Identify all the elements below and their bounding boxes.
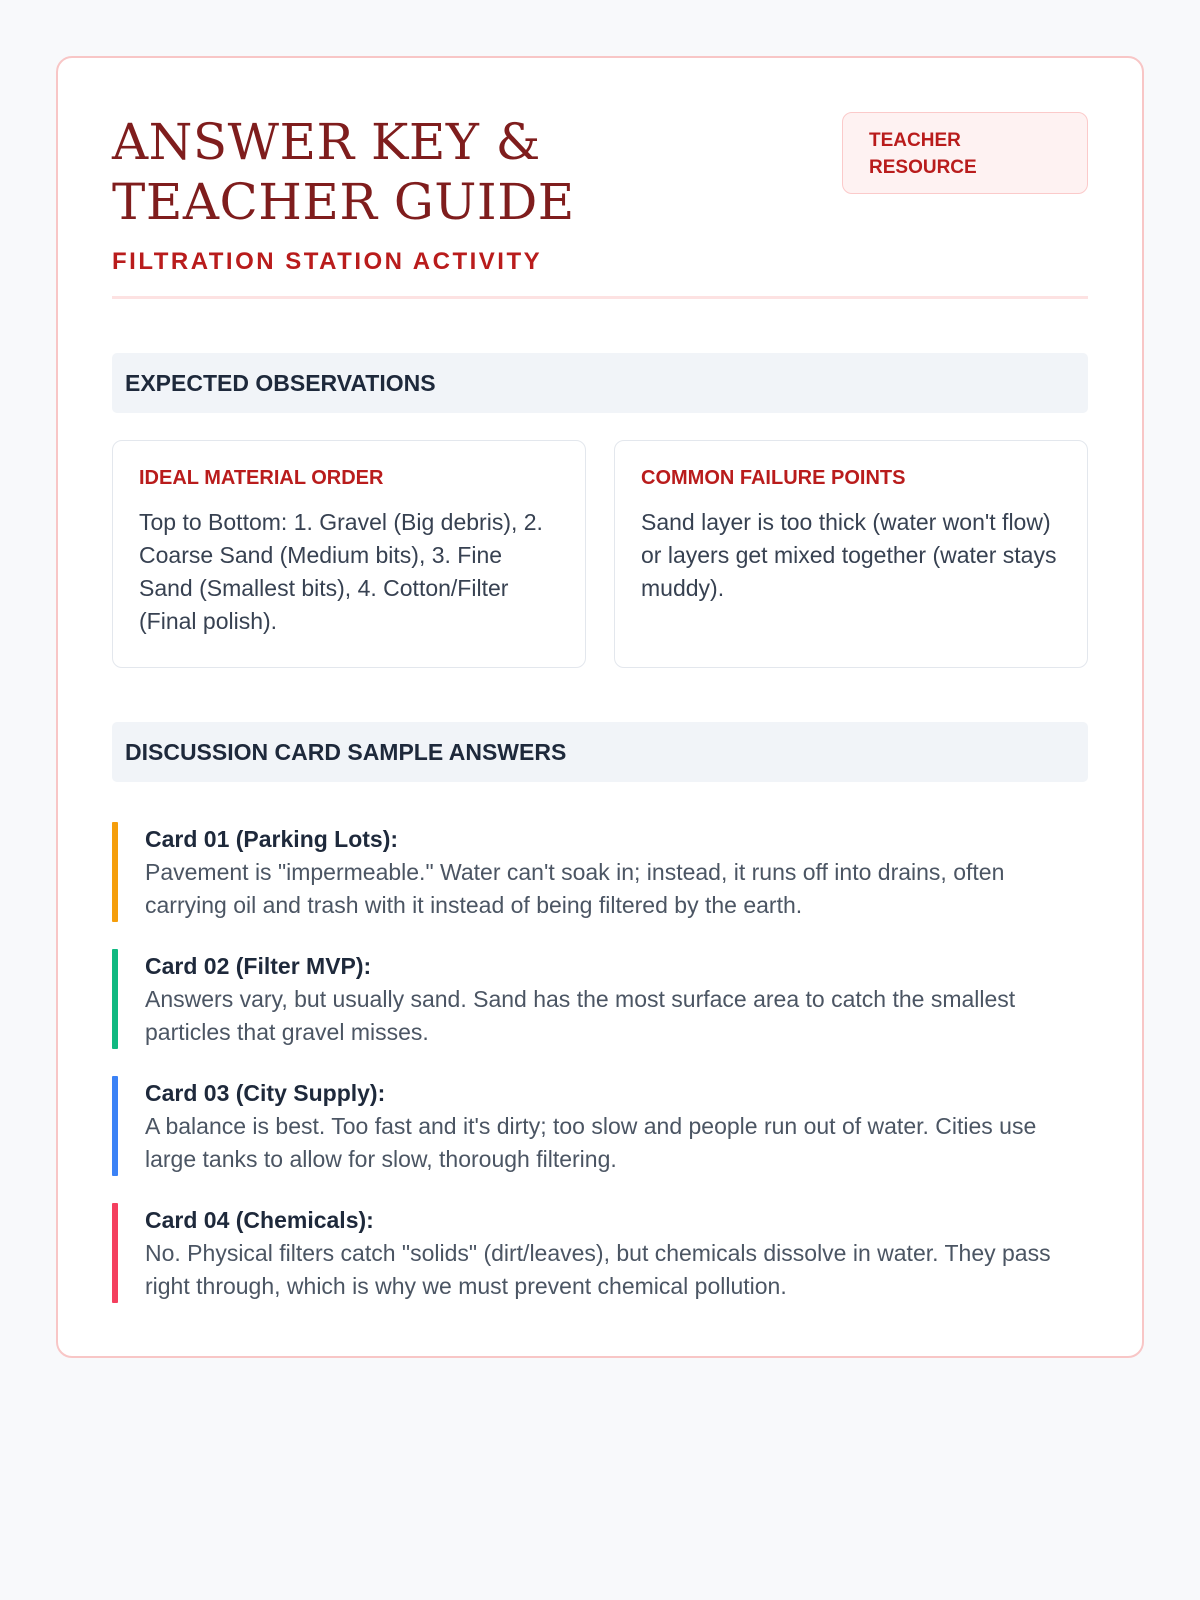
obs-text: Sand layer is too thick (water won't flow) or layers get mixed together (water stays muddy). bbox=[641, 509, 1057, 601]
page-header bbox=[112, 112, 1088, 296]
common-failure-points-box bbox=[614, 440, 1088, 668]
answer-title: Card 02 (Filter MVP): bbox=[145, 953, 372, 979]
accent-bar bbox=[112, 949, 118, 1049]
answer-title: Card 04 (Chemicals): bbox=[145, 1207, 374, 1233]
teacher-resource-badge: TEACHER RESOURCE bbox=[842, 112, 1088, 194]
answer-text: Answers vary, but usually sand. Sand has the most surface area to catch the smallest particles that gravel misses. bbox=[145, 986, 1016, 1045]
discussion-heading: DISCUSSION CARD SAMPLE ANSWERS bbox=[112, 722, 1088, 782]
answer-text: No. Physical filters catch "solids" (dirt/leaves), but chemicals dissolve in water. They pass right through, which is why we must prevent chemical pollution. bbox=[145, 1240, 1051, 1299]
answer-card-03 bbox=[112, 1076, 1088, 1176]
answer-card-04 bbox=[112, 1203, 1088, 1303]
obs-label: COMMON FAILURE POINTS bbox=[641, 467, 906, 489]
accent-bar bbox=[112, 822, 118, 922]
answer-text: Pavement is "impermeable." Water can't soak in; instead, it runs off into drains, often carrying oil and trash with it instead of being filtered by the earth. bbox=[145, 859, 1005, 918]
answer-title: Card 03 (City Supply): bbox=[145, 1080, 386, 1106]
accent-bar bbox=[112, 1203, 118, 1303]
answer-card-02 bbox=[112, 949, 1088, 1049]
answer-key-card bbox=[56, 56, 1144, 1358]
ideal-material-order-box bbox=[112, 440, 586, 668]
page-title: ANSWER KEY & TEACHER GUIDE bbox=[112, 113, 575, 231]
header-divider bbox=[112, 296, 1088, 299]
answer-title: Card 01 (Parking Lots): bbox=[145, 826, 399, 852]
obs-text: Top to Bottom: 1. Gravel (Big debris), 2. Coarse Sand (Medium bits), 3. Fine Sand (Smallest bits), 4. Cotton/Filter (Final polish). bbox=[139, 509, 543, 634]
observations-heading: EXPECTED OBSERVATIONS bbox=[112, 353, 1088, 413]
obs-label: IDEAL MATERIAL ORDER bbox=[139, 467, 384, 489]
answer-text: A balance is best. Too fast and it's dirty; too slow and people run out of water. Cities use large tanks to allow for slow, thorough filtering. bbox=[145, 1113, 1037, 1172]
discussion-answers-list bbox=[112, 822, 1088, 1303]
observations-grid bbox=[112, 440, 1088, 668]
accent-bar bbox=[112, 1076, 118, 1176]
page-subtitle: FILTRATION STATION ACTIVITY bbox=[112, 248, 543, 275]
answer-card-01 bbox=[112, 822, 1088, 922]
